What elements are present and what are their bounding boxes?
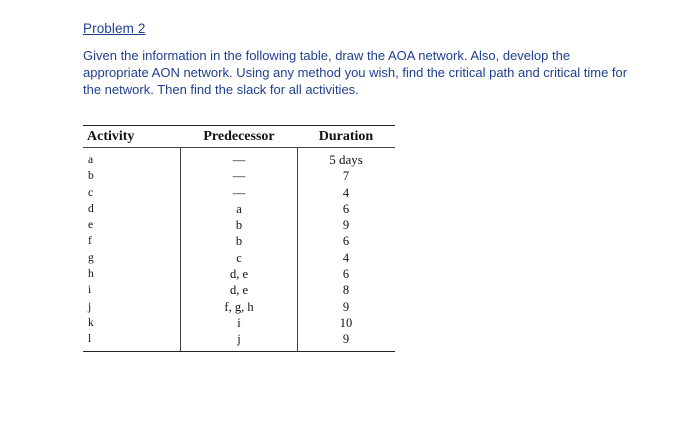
predecessor-cell: j [237,332,241,347]
header-duration: Duration [318,129,374,144]
activity-column [88,152,128,348]
duration-cell: 6 [342,267,350,282]
activity-cell: j [88,300,92,313]
duration-column [297,152,395,348]
predecessor-cell: b [235,218,243,233]
activity-cell: d [88,202,94,215]
activity-cell: h [88,268,94,281]
activity-cell: f [88,235,92,248]
duration-cell: 4 [342,185,350,200]
activity-cell: b [88,170,94,183]
table-header-rule [83,147,395,148]
activity-cell: i [88,284,92,297]
duration-cell: 7 [342,169,350,184]
activity-cell: a [88,154,94,166]
activity-cell: e [88,219,94,232]
activity-cell: l [88,333,92,346]
predecessor-cell: — [232,169,246,184]
predecessor-cell: c [236,250,242,265]
duration-cell: 9 [342,332,350,347]
predecessor-cell: i [237,315,241,330]
predecessor-column [181,152,297,348]
predecessor-cell: a [236,201,242,216]
header-predecessor: Predecessor [203,129,275,144]
duration-cell: 5 days [329,152,363,167]
duration-cell: 9 [342,299,350,314]
predecessor-cell: — [232,153,246,167]
duration-cell: 6 [342,234,350,249]
predecessor-cell: f, g, h [224,299,254,314]
predecessor-cell: b [235,234,243,249]
duration-cell: 8 [342,283,350,298]
problem-title: Problem 2 [83,21,146,36]
duration-cell: 9 [342,218,350,233]
problem-prompt: Given the information in the following table, draw the AOA network. Also, develop the appropriate AON network. Using any method you wish, find the critical path and critical time for the network. Then find the slack for all activities. [83,48,628,97]
activity-cell: c [88,186,94,199]
table-top-rule [83,125,395,126]
duration-cell: 10 [339,315,353,330]
header-activity: Activity [87,129,135,144]
table-bottom-rule [83,351,395,352]
duration-cell: 4 [342,250,350,265]
predecessor-cell: d, e [229,267,249,282]
activity-cell: k [88,316,94,329]
activity-cell: g [88,251,94,264]
duration-cell: 6 [342,201,350,216]
predecessor-cell: — [232,185,246,200]
predecessor-cell: d, e [229,283,249,298]
